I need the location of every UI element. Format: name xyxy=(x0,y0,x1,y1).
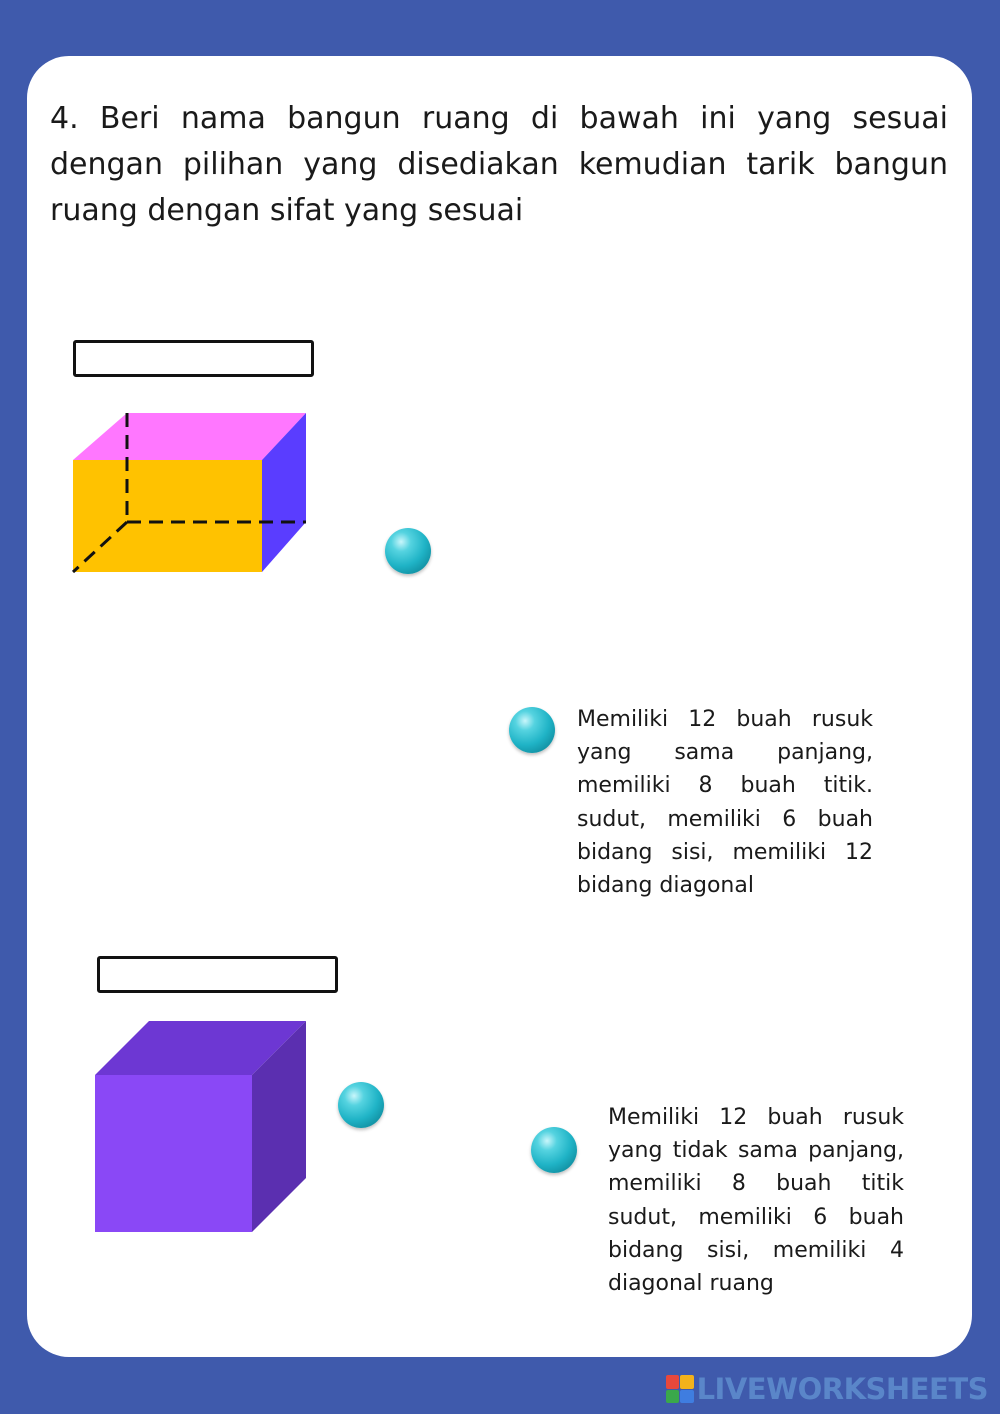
match-dot-property-2[interactable] xyxy=(531,1127,577,1173)
brand-text: LIVEWORKSHEETS xyxy=(696,1372,988,1406)
match-dot-property-1[interactable] xyxy=(509,707,555,753)
match-dot-shape-1[interactable] xyxy=(385,528,431,574)
cuboid-front-face xyxy=(73,460,262,572)
answer-box-shape-1[interactable] xyxy=(73,340,314,377)
cube-front-face xyxy=(95,1075,252,1232)
cuboid-icon xyxy=(68,410,313,580)
answer-box-shape-2[interactable] xyxy=(97,956,338,993)
liveworksheets-brand xyxy=(666,1372,988,1406)
property-text-2: Memiliki 12 buah rusuk yang tidak sama panjang, memiliki 8 buah titik sudut, memiliki 6 buah bidang sisi, memiliki 4 diagonal ruang xyxy=(608,1105,904,1297)
match-dot-shape-2[interactable] xyxy=(338,1082,384,1128)
property-text-1: Memiliki 12 buah rusuk yang sama panjang, memiliki 8 buah titik. sudut, memiliki 6 buah bidang sisi, memiliki 12 bidang diagonal xyxy=(577,707,873,899)
question-instruction: 4. Beri nama bangun ruang di bawah ini yang sesuai dengan pilihan yang disediakan kemudian tarik bangun ruang dengan sifat yang sesuai xyxy=(50,101,948,228)
cube-icon xyxy=(92,1018,310,1236)
liveworksheets-logo-icon xyxy=(666,1375,694,1403)
